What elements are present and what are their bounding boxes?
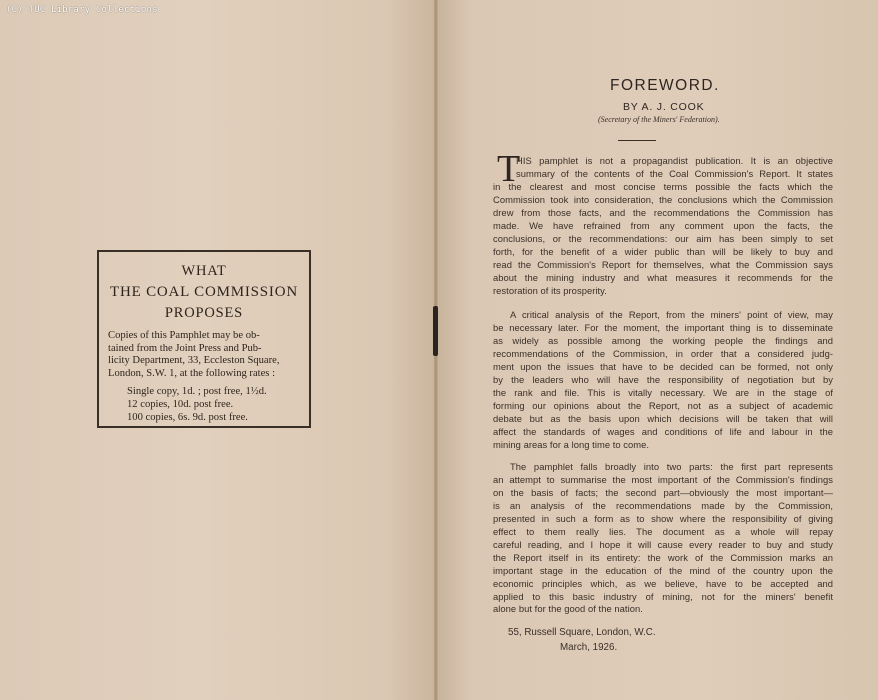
text-line: read the Commission's Report for themselves, what the Commission says (493, 258, 833, 270)
box-body-line: tained from the Joint Press and Pub- (108, 342, 262, 354)
text-line: debate but as the basis upon which decisions will be taken that will (493, 412, 833, 424)
text-line: A critical analysis of the Report, from the miners' point of view, may (510, 309, 833, 320)
text-line: an attempt to summarise the most important of the Commission's findings (493, 473, 833, 485)
text-line: on the basis of facts; the second part—obviously the most important— (493, 486, 833, 498)
text-line: economic principles which, as we believe, have to be accepted and (493, 577, 833, 589)
text-line: forming our opinions about the Report, not as a subject of academic (493, 399, 833, 411)
text-line: restoration of its prosperity. (493, 284, 607, 296)
text-line: presented in such a form as to show where the responsibility of giving (493, 512, 833, 524)
drop-cap: T (497, 148, 521, 190)
text-line: effect to them really lies. The document as a whole will repay (493, 525, 833, 537)
box-body-line: London, S.W. 1, at the following rates : (108, 367, 276, 379)
box-body (108, 330, 301, 380)
watermark: (C) TUC Library Collections (6, 5, 158, 15)
signature-address: 55, Russell Square, London, W.C. (508, 627, 656, 638)
text-line: summary of the contents of the Coal Commission's Report. It states (516, 167, 833, 179)
box-title-line: PROPOSES (164, 305, 244, 321)
box-body-line: Copies of this Pamphlet may be ob- (108, 330, 260, 341)
text-line: ment upon the issues that have to be decided can be formed, not only (493, 360, 833, 372)
text-line: important stage in the education of the mind of the country upon the (493, 564, 833, 576)
price-list (127, 386, 309, 424)
text-line: forth, for the benefit of a wider public than will be likely to buy and (493, 245, 833, 257)
text-line: the rank and file. This is vitally necessary. We are in the stage of (493, 386, 833, 398)
text-line: HIS pamphlet is not a propagandist publication. It is an objective (516, 155, 833, 166)
text-line: by the leaders who will have the responsibility of negotiation but by (493, 373, 833, 385)
text-line: The pamphlet falls broadly into two parts: the first part represents (510, 461, 833, 472)
text-line: about the mining industry and what measures it recommends for the (493, 271, 833, 283)
author-role: (Secretary of the Miners' Federation). (598, 115, 720, 124)
text-line: careful reading, and I hope it will cause every reader to buy and study (493, 538, 833, 550)
box-title (99, 261, 309, 324)
text-line: drew from those facts, and the recommendations the Commission has (493, 206, 833, 218)
price-item: Single copy, 1d. ; post free, 1½d. (127, 386, 267, 398)
text-line: conclusions, or the recommendations: our aim has been simply to set (493, 232, 833, 244)
left-page (0, 0, 437, 700)
text-line: made. We have refrained from any comment upon the facts, the (493, 219, 833, 231)
foreword-paragraph-1 (493, 155, 833, 297)
text-line: in the clearest and most concise terms possible the facts which the (493, 180, 833, 192)
divider-rule (618, 140, 656, 141)
box-body-line: licity Department, 33, Eccleston Square, (108, 355, 280, 367)
author-byline: BY A. J. COOK (623, 101, 705, 113)
foreword-title: FOREWORD. (610, 77, 720, 94)
text-line: recommendations of the Commission, in order that a considered judg- (493, 347, 833, 359)
text-line: mining areas for a long time to come. (493, 438, 650, 450)
signature-date: March, 1926. (560, 642, 618, 653)
text-line: be necessary later. For the moment, the important thing is to disseminate (493, 321, 833, 333)
price-item: 12 copies, 10d. post free. (127, 398, 234, 410)
text-line: as widely as possible among the working people the findings and (493, 334, 833, 346)
text-line: Commission took into consideration, the conclusions which the Commission (493, 193, 833, 205)
box-title-line: WHAT (181, 263, 227, 279)
foreword-paragraph-3 (493, 461, 833, 616)
ordering-info-box (97, 250, 311, 428)
staple (433, 306, 438, 356)
text-line: is an analysis of the recommendations made by the Commission, (493, 499, 833, 511)
price-item: 100 copies, 6s. 9d. post free. (127, 411, 248, 423)
text-line: affect the standards of wages and conditions of life and labour in the (493, 425, 833, 437)
foreword-paragraph-2 (493, 309, 833, 451)
text-line: alone but for the good of the nation. (493, 603, 643, 615)
box-title-line: THE COAL COMMISSION (110, 284, 298, 300)
text-line: applied to this basic industry of mining, not for the miners' benefit (493, 590, 833, 602)
text-line: the Report itself in its entirety: the work of the Commission marks an (493, 551, 833, 563)
